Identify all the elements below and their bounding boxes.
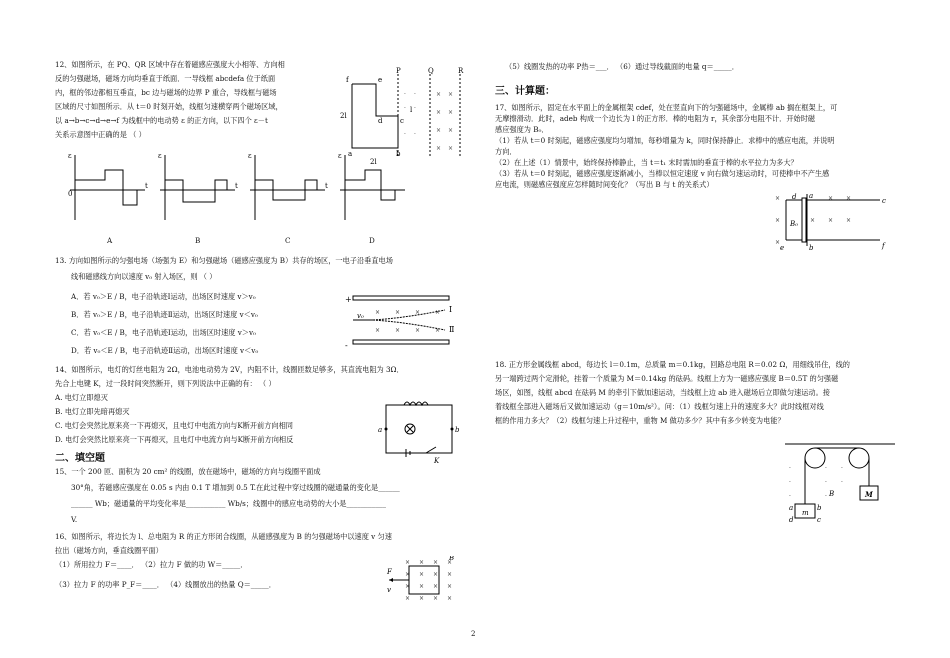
svg-text:×: × [435, 327, 441, 334]
svg-text:×: × [436, 127, 442, 134]
svg-text:×: × [448, 109, 454, 116]
corner-a: a [789, 504, 794, 512]
q13-option-B: B．若 v₀＞E / B，电子沿轨迹Ⅱ运动，出场区时速度 v＜v₀ [71, 310, 258, 319]
q13-field-figure [345, 290, 465, 352]
q14-line: 14、如图所示，电灯的灯丝电阻为 2Ω，电池电动势为 2V，内阻不计，线圈匝数足够多，其直流电阻为 3Ω． [55, 365, 404, 374]
switch-K: K [434, 457, 440, 465]
graph-C-t: t [325, 182, 328, 190]
q18-line: 着线框全部进入磁场后又做加速运动（g＝10m/s²）。问：（1）线框匀速上升的速度多大？此时线框对线 [495, 402, 824, 411]
q14-option-A: A. 电灯立即熄灭 [55, 393, 108, 402]
graph-D-eps: ε [338, 152, 342, 160]
q12-line: 12、如图所示，在 PQ、QR 区域中存在着磁感应强度大小相等、方向相 [55, 60, 285, 69]
svg-text:·: · [404, 91, 406, 98]
svg-text:·: · [789, 493, 791, 500]
q12-line: 以 a→b→c→d→e→f 为线框中的电动势 ε 的正方向，以下四个 ε－t [55, 116, 268, 125]
svg-text:×: × [448, 127, 454, 134]
field-B: B [829, 490, 835, 498]
q14-line: 先合上电键 K，过一段时间突然断开，则下列说法中正确的有： （ ） [55, 379, 276, 388]
frame-mass-m: m [802, 509, 809, 517]
section-calculation: 三、计算题： [495, 86, 555, 97]
q17-frame-figure [770, 190, 890, 254]
q12-line: 内，框的邻边都相互垂直，bc 边与磁场的边界 P 重合，导线框与磁场 [55, 88, 277, 97]
fig-label-2l-bottom: 2l [370, 158, 377, 166]
svg-text:×: × [447, 571, 453, 578]
q14-option-D: D. 电灯会突然比原来亮一下再熄灭，且电灯中电流方向与K断开前方向相反 [55, 435, 294, 444]
svg-text:·: · [825, 465, 827, 472]
q17-line: （1）若从 t＝0 时刻起，磁感应强度均匀增加，每秒增量为 k，同时保持静止．求棒中的感应电流，并说明 [495, 136, 835, 145]
svg-text:×: × [395, 309, 401, 316]
plate-minus: - [345, 341, 348, 350]
svg-text:×: × [405, 559, 411, 566]
svg-text:×: × [810, 217, 816, 224]
rod-end-b: b [809, 244, 814, 252]
q13-option-D: D．若 v₀＜E / B，电子沿轨迹Ⅱ运动，出场区时速度 v＜v₀ [71, 346, 259, 355]
section-fill-in: 二、填空题 [55, 453, 105, 464]
q17-line: 感应强度为 B₀． [495, 125, 549, 134]
svg-text:·: · [414, 91, 416, 98]
svg-text:×: × [419, 571, 425, 578]
svg-text:×: × [448, 145, 454, 152]
fig-label-Q: Q [428, 67, 434, 75]
q12-choice-C: C [285, 236, 291, 245]
svg-text:×: × [433, 559, 439, 566]
q17-line: （3）若从 t＝0 时刻起，磁感应强度逐渐减小，当棒以恒定速度 v 向右做匀速运动时，可使棒中不产生感 [495, 169, 830, 178]
svg-text:×: × [405, 571, 411, 578]
svg-text:×: × [828, 217, 834, 224]
corner-c: c [882, 197, 886, 205]
q18-pulley-figure [785, 440, 895, 530]
svg-text:×: × [436, 145, 442, 152]
q12-line: 关系示意图中正确的是 （ ） [55, 130, 146, 139]
corner-e: e [780, 244, 785, 252]
q18-line: 18. 正方形金属线框 abcd，每边长 l＝0.1m，总质量 m＝0.1kg，回路总电阻 R＝0.02 Ω，用细线吊住，线的 [495, 360, 850, 369]
field-B0: B₀ [790, 220, 798, 228]
q16-line: （3）拉力 F 的功率 P_F＝____． （4）线圈放出的热量 Q＝_____． [55, 580, 276, 589]
svg-text:×: × [447, 595, 453, 602]
node-a: a [378, 426, 383, 434]
corner-f: f [882, 242, 885, 250]
svg-text:×: × [828, 195, 834, 202]
plate-plus: + [345, 295, 352, 304]
svg-text:×: × [419, 595, 425, 602]
svg-text:×: × [415, 309, 421, 316]
q12-choice-B: B [195, 236, 201, 245]
q16-line: 拉出（磁场方向，垂直线圈平面） [55, 546, 163, 555]
svg-text:·: · [404, 105, 406, 112]
svg-text:·: · [789, 479, 791, 486]
corner-c: c [817, 516, 821, 524]
q13-option-C: C．若 v₀＜E / B，电子沿轨迹Ⅰ运动，出场区时速度 v＞v₀ [71, 328, 256, 337]
svg-text:×: × [433, 571, 439, 578]
fig-label-a: a [348, 150, 353, 158]
corner-d: d [789, 516, 794, 524]
svg-text:×: × [375, 327, 381, 334]
svg-text:×: × [436, 109, 442, 116]
corner-d: d [792, 193, 797, 201]
rod-end-a: a [809, 192, 814, 200]
svg-text:·: · [841, 479, 843, 486]
graph-B-eps: ε [158, 152, 162, 160]
graph-A-origin: 0 [68, 190, 73, 198]
q15-line: 30°角，若磁感应强度在 0.05 s 内由 0.1 T 增加到 0.5 T.在此过程中穿过线圈的磁通量的变化是______ [71, 483, 400, 492]
velocity-v: v [387, 586, 391, 594]
q18-line: 场区，如图，线框 abcd 在砝码 M 的牵引下做加速运动，当线框上边 ab 进入磁场后立即做匀速运动。接 [495, 388, 830, 397]
q15-line: ______ Wb；磁通量的平均变化率是___________ Wb/s；线圈中的感应电动势的大小是___________ [71, 499, 386, 508]
fig-label-c: c [400, 117, 404, 125]
svg-text:×: × [419, 583, 425, 590]
trajectory-I: Ⅰ [449, 305, 453, 314]
svg-text:×: × [395, 327, 401, 334]
q13-option-A: A．若 v₀＞E / B，电子沿轨迹Ⅰ运动，出场区时速度 v＞v₀ [71, 292, 256, 301]
svg-text:×: × [436, 91, 442, 98]
velocity-v0: v₀ [357, 312, 364, 320]
svg-text:×: × [447, 559, 453, 566]
fig-label-R: R [458, 67, 464, 75]
svg-text:·: · [789, 465, 791, 472]
corner-b: b [817, 504, 822, 512]
svg-text:×: × [405, 595, 411, 602]
svg-text:×: × [433, 595, 439, 602]
node-b: b [455, 426, 460, 434]
svg-text:×: × [419, 559, 425, 566]
weight-M: M [865, 490, 873, 499]
svg-text:×: × [846, 217, 852, 224]
svg-text:·: · [414, 131, 416, 138]
svg-text:×: × [415, 327, 421, 334]
graph-A-t: t [145, 182, 148, 190]
fig-label-f: f [346, 76, 349, 84]
graph-B-t: t [235, 182, 238, 190]
graph-A-eps: ε [68, 152, 72, 160]
fig-label-b: b [396, 150, 401, 158]
svg-text:×: × [405, 583, 411, 590]
svg-text:×: × [433, 583, 439, 590]
q16-line: 16、如图所示，将边长为 l、总电阻为 R 的正方形闭合线圈，从磁感强度为 B 的匀强磁场中以速度 v 匀速 [55, 532, 392, 541]
svg-text:×: × [846, 195, 852, 202]
q17-line: 17、如图所示，固定在水平面上的金属框架 cdef，处在竖直向下的匀强磁场中，金属棒 ab 搁在框架上，可 [495, 103, 838, 112]
q12-choice-A: A [107, 236, 113, 245]
q12-line: 反的匀强磁场，磁场方向均垂直于纸面．一导线框 abcdefa 位于纸面 [55, 74, 276, 83]
q15-line: V. [71, 515, 78, 524]
fig-label-2l: 2l [340, 112, 347, 120]
svg-text:×: × [775, 239, 781, 246]
q16-continued: （5）线圈发热的功率 P热＝___． （6）通过导线截面的电量 q＝_____． [505, 62, 739, 71]
trajectory-II: Ⅱ [449, 325, 455, 334]
force-F: F [387, 568, 392, 576]
q14-option-B: B. 电灯立即先暗再熄灭 [55, 407, 130, 416]
fig-label-l: l [410, 106, 413, 114]
page-number: 2 [471, 630, 476, 638]
svg-text:×: × [447, 583, 453, 590]
q17-line: （2）在上述（1）情景中，始终保持棒静止，当 t＝t₁ 末时需加的垂直于棒的水平拉力为多大？ [495, 158, 798, 167]
svg-text:·: · [825, 479, 827, 486]
q14-option-C: C. 电灯会突然比原来亮一下再熄灭，且电灯中电流方向与K断开前方向相同 [55, 421, 293, 430]
svg-text:·: · [414, 105, 416, 112]
q14-circuit-figure [370, 395, 466, 465]
q12-choice-D: D [369, 236, 375, 245]
svg-text:·: · [841, 465, 843, 472]
fig-label-d: d [378, 117, 383, 125]
q17-line: 方向． [495, 147, 517, 156]
q17-line: 应电流，则磁感应强度应怎样随时间变化？（写出 B 与 t 的关系式） [495, 180, 714, 189]
q12-epsilon-t-graphs [65, 150, 405, 230]
q16-coil-figure [385, 556, 465, 606]
q16-line: （1）所用拉力 F＝____． （2）拉力 F 做的功 W＝_____． [55, 560, 248, 569]
svg-text:×: × [375, 309, 381, 316]
svg-text:×: × [448, 91, 454, 98]
svg-text:·: · [825, 493, 827, 500]
q18-line: 另一端跨过两个定滑轮，挂着一个质量为 M＝0.14kg 的砝码。线框上方为一磁感应强度 B＝0.5T 的匀强磁 [495, 374, 839, 383]
fig-label-P: P [396, 67, 401, 75]
svg-text:×: × [775, 217, 781, 224]
q18-line: 框的作用力多大？（2）线框匀速上升过程中，重物 M 做功多少？其中有多少转变为电能？ [495, 416, 785, 425]
q13-line: 线和磁感线方向以速度 v₀ 射入场区，则 （ ） [71, 272, 217, 281]
field-B: B [449, 556, 455, 562]
graph-C-eps: ε [248, 152, 252, 160]
q12-line: 区域的尺寸如图所示．从 t＝0 时刻开始，线框匀速横穿两个磁场区域， [55, 102, 283, 111]
svg-text:·: · [404, 131, 406, 138]
q15-line: 15、一个 200 匝、面积为 20 cm² 的线圈，放在磁场中，磁场的方向与线圈平面成 [55, 467, 321, 476]
svg-text:×: × [435, 309, 441, 316]
q13-line: 13. 方向如图所示的匀强电场（场强为 E）和匀强磁场（磁感应强度为 B）共存的场区，一电子沿垂直电场 [55, 256, 393, 265]
svg-text:×: × [775, 195, 781, 202]
q17-line: 无摩擦滑动．此时，adeb 构成一个边长为 l 的正方形．棒的电阻为 r，其余部分电阻不计．开始时磁 [495, 114, 816, 123]
fig-label-e: e [378, 76, 383, 84]
